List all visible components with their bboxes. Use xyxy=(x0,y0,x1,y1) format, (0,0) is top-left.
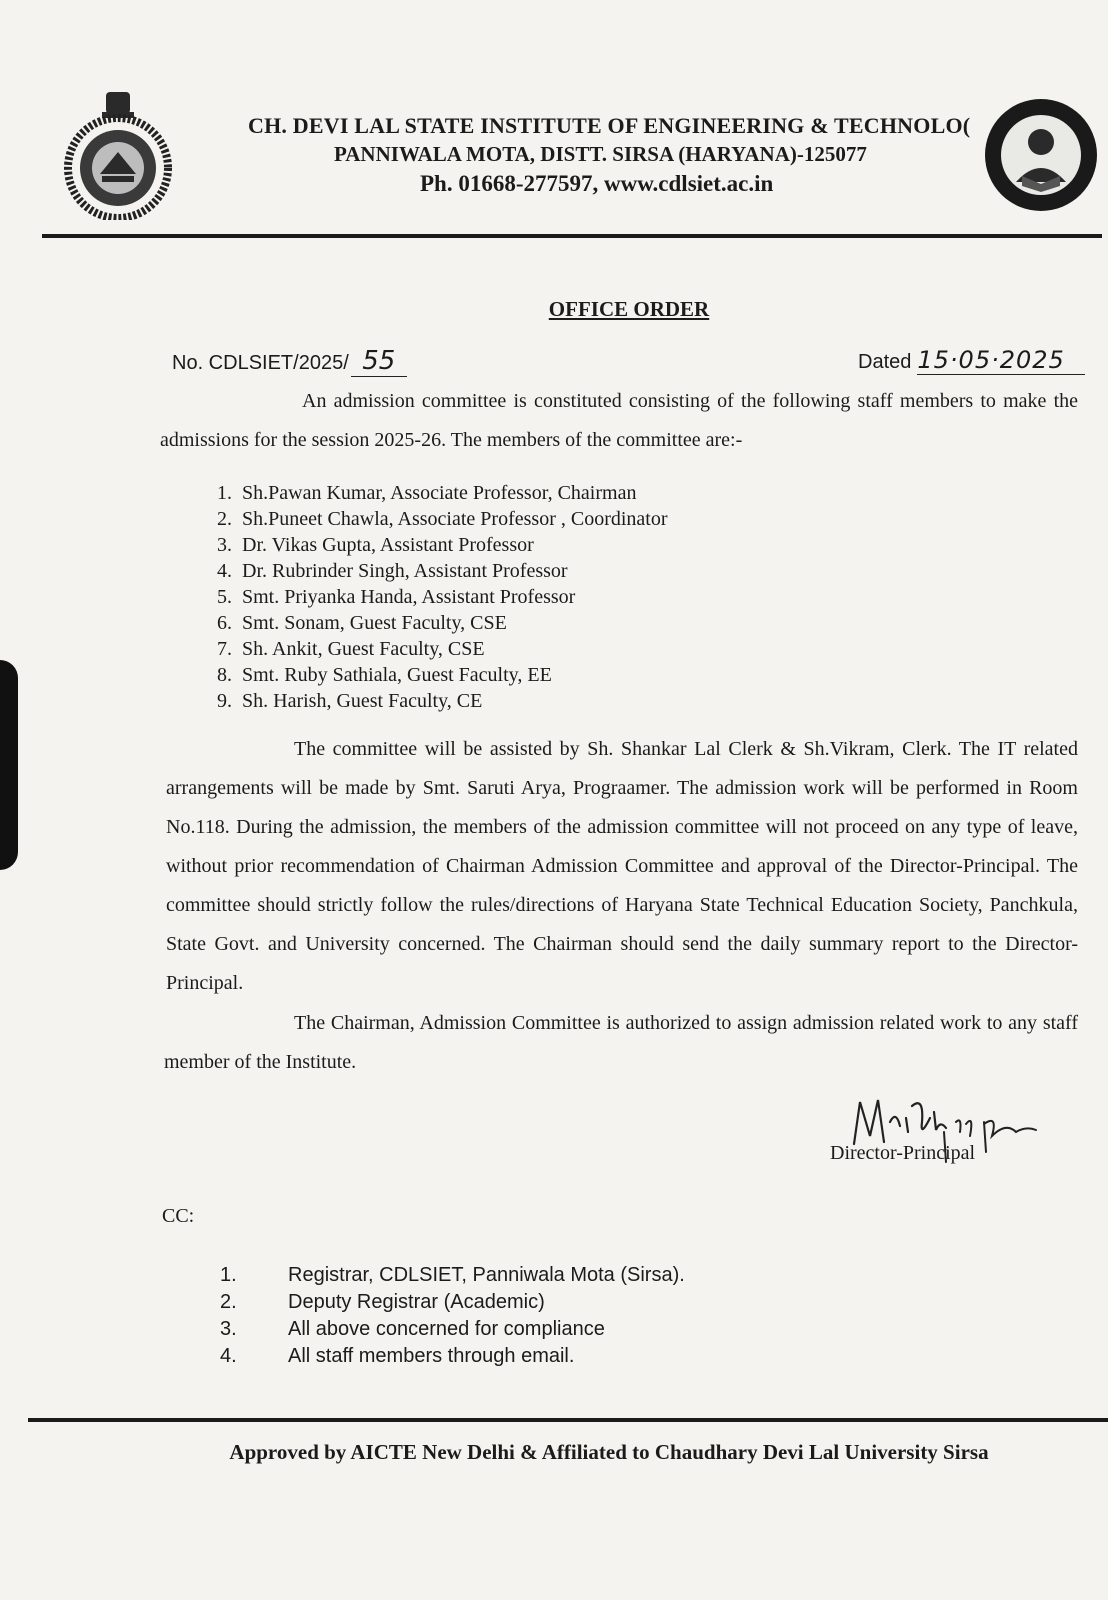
list-item: 5. Smt. Priyanka Handa, Assistant Professor xyxy=(217,586,576,608)
list-item: 4. All staff members through email. xyxy=(220,1345,575,1367)
list-item: 6. Smt. Sonam, Guest Faculty, CSE xyxy=(217,612,507,634)
list-item: 2. Deputy Registrar (Academic) xyxy=(220,1291,545,1313)
order-number xyxy=(172,346,407,377)
list-item: 1. Sh.Pawan Kumar, Associate Professor, Chairman xyxy=(217,482,637,504)
list-item: 3. Dr. Vikas Gupta, Assistant Professor xyxy=(217,534,534,556)
cc-list xyxy=(220,1262,685,1370)
document-title-text: OFFICE ORDER xyxy=(548,297,710,321)
footer-divider xyxy=(28,1418,1108,1422)
institute-contact: Ph. 01668-277597, www.cdlsiet.ac.in xyxy=(420,171,774,196)
header-divider xyxy=(42,234,1102,238)
intro-paragraph: An admission committee is constituted consisting of the following staff members to make the admissions for the session 2025-26. The members of the committee are:- xyxy=(160,390,1078,451)
list-item: 4. Dr. Rubrinder Singh, Assistant Professor xyxy=(217,560,568,582)
list-item: 7. Sh. Ankit, Guest Faculty, CSE xyxy=(217,638,485,660)
scan-edge-shadow xyxy=(0,660,18,870)
list-item: 8. Smt. Ruby Sathiala, Guest Faculty, EE xyxy=(217,664,552,686)
order-number-prefix: No. CDLSIET/2025/ xyxy=(172,352,349,374)
institute-address: PANNIWALA MOTA, DISTT. SIRSA (HARYANA)-125077 xyxy=(334,142,867,166)
footer-text: Approved by AICTE New Delhi & Affiliated to Chaudhary Devi Lal University Sirsa xyxy=(229,1440,989,1464)
order-date xyxy=(858,346,1085,375)
state-emblem-logo xyxy=(62,88,174,220)
list-item: 2. Sh.Puneet Chawla, Associate Professor , Coordinator xyxy=(217,508,668,530)
document-title xyxy=(0,297,1108,322)
institute-logo xyxy=(982,96,1100,214)
arrangements-paragraph: The committee will be assisted by Sh. Shankar Lal Clerk & Sh.Vikram, Clerk. The IT related arrangements will be made by Smt. Saruti Arya, Prograamer. The admission work will be performed in Room No.118. During the admission, the members of the admission committee will not proceed on any type of leave, without prior recommendation of Chairman Admission Committee and approval of the Director-Principal. The committee should strictly follow the rules/directions of Haryana State Technical Education Society, Panchkula, State Govt. and University concerned. The Chairman should send the daily summary report to the Director-Principal. xyxy=(166,738,1078,994)
authorization-paragraph: The Chairman, Admission Committee is authorized to assign admission related work to any staff member of the Institute. xyxy=(164,1012,1078,1073)
dated-label: Dated xyxy=(858,351,912,373)
footer-note xyxy=(0,1440,1108,1465)
signatory-title: Director-Principal xyxy=(830,1142,976,1164)
committee-member-list xyxy=(196,480,668,714)
cc-label: CC: xyxy=(162,1205,195,1227)
list-item: 9. Sh. Harish, Guest Faculty, CE xyxy=(217,690,483,712)
list-item: 1. Registrar, CDLSIET, Panniwala Mota (Sirsa). xyxy=(220,1264,685,1286)
institute-name: CH. DEVI LAL STATE INSTITUTE OF ENGINEERING & TECHNOLO( xyxy=(248,113,971,138)
list-item: 3. All above concerned for compliance xyxy=(220,1318,605,1340)
date-handwritten: 15·05·2025 xyxy=(917,346,1085,375)
institute-header xyxy=(240,112,980,200)
order-number-handwritten: 55 xyxy=(351,346,407,377)
